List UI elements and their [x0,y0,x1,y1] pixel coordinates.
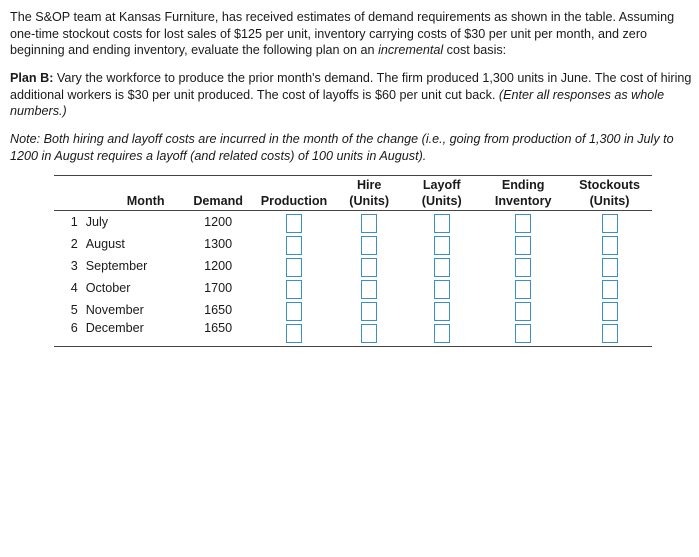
ending-inventory-input[interactable] [515,280,531,299]
table-row [54,233,652,255]
layoff-input[interactable] [434,324,450,343]
stockouts-input[interactable] [602,302,618,321]
stockouts-cell [567,299,652,321]
row-month: July [85,215,109,229]
plan-b-description [10,70,694,120]
table-header-row [54,176,652,211]
ending-inventory-cell [479,299,567,321]
ending-inventory-cell [479,255,567,277]
row-index: 2 [70,237,78,251]
row-index: 4 [70,281,78,295]
table-row [54,277,652,299]
layoff-cell [404,277,479,299]
hire-input[interactable] [361,258,377,277]
production-input[interactable] [286,280,302,299]
header-index [54,176,84,211]
layoff-cell [404,211,479,234]
ending-inventory-cell [479,321,567,347]
row-index: 5 [70,303,78,317]
ending-inventory-cell [479,277,567,299]
plan-b-instruction: (Enter all responses as whole numbers.) [10,87,665,118]
row-month: October [85,281,131,295]
header-ending-inventory: Ending Inventory [479,176,567,211]
plan-b-label: Plan B: [10,71,54,85]
row-demand: 1650 [204,303,233,317]
hire-cell [334,321,404,347]
production-cell [254,233,334,255]
ending-inventory-cell [479,211,567,234]
header-production: Production [254,176,334,211]
stockouts-cell [567,255,652,277]
stockouts-input[interactable] [602,324,618,343]
production-cell [254,299,334,321]
row-demand: 1200 [204,215,233,229]
table-row [54,211,652,234]
production-input[interactable] [286,214,302,233]
plan-b-text: Vary the workforce to produce the prior month's demand. The firm produced 1,300 units in June. The cost of hiring additional workers is $30 per unit produced. The cost of layoffs is $60 per unit cut back. [10,71,692,102]
hire-cell [334,233,404,255]
intro-end: cost basis: [446,43,507,57]
row-month: September [85,259,148,273]
ending-inventory-input[interactable] [515,324,531,343]
stockouts-cell [567,211,652,234]
row-month: December [84,321,183,347]
table-row [54,321,652,347]
hire-cell [334,255,404,277]
table-row [54,299,652,321]
hire-input[interactable] [361,280,377,299]
production-input[interactable] [286,258,302,277]
stockouts-cell [567,321,652,347]
header-hire: Hire (Units) [334,176,404,211]
layoff-cell [404,299,479,321]
ending-inventory-input[interactable] [515,214,531,233]
production-cell [254,255,334,277]
stockouts-input[interactable] [602,258,618,277]
intro-italic: incremental [378,43,444,57]
row-month: August [85,237,125,251]
row-index: 6 [54,321,84,347]
production-cell [254,211,334,234]
table-row [54,255,652,277]
note: Note: Both hiring and layoff costs are incurred in the month of the change (i.e., going from production of 1,300 in July to 1200 in August requires a layoff (and related costs) of 100 units in August). [10,132,674,163]
hire-input[interactable] [361,236,377,255]
hire-input[interactable] [361,214,377,233]
layoff-input[interactable] [434,258,450,277]
row-demand: 1700 [204,281,233,295]
stockouts-input[interactable] [602,214,618,233]
layoff-cell [404,321,479,347]
stockouts-cell [567,233,652,255]
row-month: November [85,303,144,317]
layoff-input[interactable] [434,280,450,299]
hire-cell [334,277,404,299]
layoff-input[interactable] [434,236,450,255]
hire-cell [334,211,404,234]
hire-input[interactable] [361,324,377,343]
ending-inventory-input[interactable] [515,236,531,255]
layoff-input[interactable] [434,302,450,321]
production-cell [254,321,334,347]
production-cell [254,277,334,299]
header-month: Month [84,176,183,211]
production-input[interactable] [286,302,302,321]
row-demand: 1300 [204,237,233,251]
ending-inventory-input[interactable] [515,258,531,277]
plan-table [54,175,652,347]
header-demand: Demand [183,176,254,211]
hire-cell [334,299,404,321]
stockouts-cell [567,277,652,299]
layoff-cell [404,255,479,277]
intro-text: The S&OP team at Kansas Furniture, has received estimates of demand requirements as shown in the table. Assuming one-time stockout costs for lost sales of $125 per unit, inventory carrying costs of $30 per unit per month, and zero beginning and ending inventory, evaluate the following plan on an [10,10,675,57]
stockouts-input[interactable] [602,280,618,299]
layoff-input[interactable] [434,214,450,233]
production-input[interactable] [286,236,302,255]
row-demand: 1650 [183,321,254,347]
ending-inventory-cell [479,233,567,255]
layoff-cell [404,233,479,255]
ending-inventory-input[interactable] [515,302,531,321]
hire-input[interactable] [361,302,377,321]
production-input[interactable] [286,324,302,343]
problem-intro [10,9,694,59]
row-demand: 1200 [204,259,233,273]
header-stockouts: Stockouts (Units) [567,176,652,211]
row-index: 3 [70,259,78,273]
stockouts-input[interactable] [602,236,618,255]
row-index: 1 [70,215,78,229]
header-layoff: Layoff (Units) [404,176,479,211]
